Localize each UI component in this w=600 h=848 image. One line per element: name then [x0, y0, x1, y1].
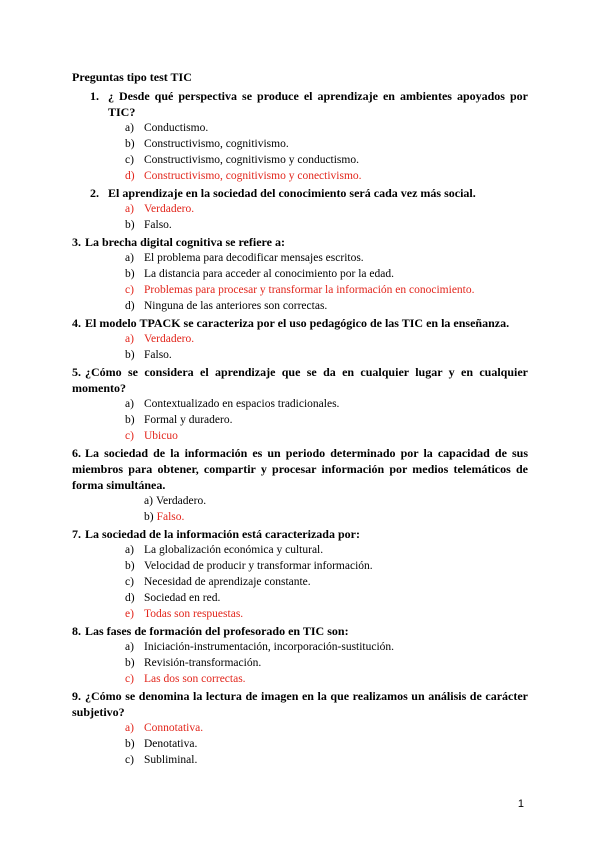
option-letter: a): [125, 122, 134, 134]
option-letter: c): [125, 284, 134, 296]
option-text: Problemas para procesar y transformar la información en conocimiento.: [144, 284, 475, 296]
option-text: Falso.: [144, 349, 172, 361]
correct-option-text: Falso.: [156, 511, 185, 523]
options-list: [72, 720, 528, 768]
options-list: [72, 331, 528, 363]
question-number: 4.: [72, 316, 81, 330]
question-8: [72, 623, 528, 639]
option-text: Iniciación-instrumentación, incorporación-sustitución.: [144, 641, 395, 653]
option-item: [72, 347, 528, 363]
option-letter: b): [125, 657, 135, 669]
option-letter: a): [125, 544, 134, 556]
option-letter: a): [125, 722, 134, 734]
question-4: [72, 315, 528, 331]
correct-option: [72, 606, 528, 622]
document-title: Preguntas tipo test TIC: [72, 70, 192, 84]
option-letter: c): [125, 673, 134, 685]
option-item: [72, 736, 528, 752]
option-item: [72, 752, 528, 768]
option-item: [72, 136, 528, 152]
option-item: [72, 493, 528, 509]
option-letter: c): [125, 430, 134, 442]
option-letter: c): [125, 154, 134, 166]
option-text: Denotativa.: [144, 738, 198, 750]
option-letter: a): [144, 495, 153, 507]
option-letter: a): [125, 203, 134, 215]
question-number: 6.: [72, 446, 81, 460]
correct-option: [72, 201, 528, 217]
question-number: 9.: [72, 689, 81, 703]
option-text: Necesidad de aprendizaje constante.: [144, 576, 311, 588]
option-letter: b): [125, 268, 135, 280]
options-list: [72, 493, 528, 525]
option-text: Velocidad de producir y transformar información.: [144, 560, 373, 572]
correct-option: [72, 282, 528, 298]
options-list: [72, 120, 528, 184]
question-text: ¿Cómo se denomina la lectura de imagen en la que realizamos un análisis de carácter subjetivo?: [72, 689, 528, 719]
question-text: ¿ Desde qué perspectiva se produce el aprendizaje en ambientes apoyados por TIC?: [108, 89, 528, 119]
option-item: [72, 509, 528, 525]
option-letter: a): [125, 252, 134, 264]
option-letter: b): [125, 138, 135, 150]
option-text: Revisión-transformación.: [144, 657, 262, 669]
option-item: [72, 152, 528, 168]
option-item: [72, 217, 528, 233]
option-text: Ninguna de las anteriores son correctas.: [144, 300, 328, 312]
question-text: La sociedad de la información es un periodo determinado por la capacidad de sus miembros para obtener, compartir y procesar información por medios telemáticos de forma simultánea.: [72, 446, 528, 492]
options-list: [72, 201, 528, 233]
options-list: [72, 542, 528, 622]
option-letter: a): [125, 398, 134, 410]
option-item: [72, 396, 528, 412]
page-number: 1: [517, 798, 524, 810]
correct-option: [72, 428, 528, 444]
question-number: 7.: [72, 527, 81, 541]
question-text: El aprendizaje en la sociedad del conocimiento será cada vez más social.: [108, 186, 476, 200]
option-letter: e): [125, 608, 134, 620]
option-letter: c): [125, 576, 134, 588]
option-letter: b): [125, 738, 135, 750]
options-list: [72, 396, 528, 444]
option-text: Ubicuo: [144, 430, 178, 442]
option-item: [72, 266, 528, 282]
correct-option: [72, 720, 528, 736]
option-text: El problema para decodificar mensajes escritos.: [144, 252, 364, 264]
option-letter: b): [144, 511, 154, 523]
option-item: [72, 639, 528, 655]
option-item: [72, 558, 528, 574]
option-text: Contextualizado en espacios tradicionales.: [144, 398, 340, 410]
question-text: La sociedad de la información está caracterizada por:: [85, 527, 360, 541]
option-letter: d): [125, 592, 135, 604]
option-text: La distancia para acceder al conocimiento por la edad.: [144, 268, 394, 280]
correct-option: [72, 671, 528, 687]
option-text: Verdadero.: [144, 333, 195, 345]
option-item: [72, 250, 528, 266]
question-3: [72, 234, 528, 250]
option-letter: b): [125, 219, 135, 231]
option-item: [72, 542, 528, 558]
question-number: 5.: [72, 365, 81, 379]
option-text: Constructivismo, cognitivismo.: [144, 138, 289, 150]
option-text: Connotativa.: [144, 722, 204, 734]
question-5: [72, 364, 528, 396]
document-body: [72, 70, 528, 768]
question-9: [72, 688, 528, 720]
option-text: La globalización económica y cultural.: [144, 544, 324, 556]
option-item: [72, 590, 528, 606]
options-list: [72, 250, 528, 314]
option-letter: b): [125, 560, 135, 572]
question-number: 8.: [72, 624, 81, 638]
option-text: Constructivismo, cognitivismo y conductismo.: [144, 154, 359, 166]
option-text: Falso.: [144, 219, 172, 231]
question-2: [72, 185, 528, 201]
options-list: [72, 639, 528, 687]
question-text: ¿Cómo se considera el aprendizaje que se da en cualquier lugar y en cualquier momento?: [72, 365, 528, 395]
option-letter: b): [125, 349, 135, 361]
option-item: [72, 655, 528, 671]
option-letter: d): [125, 300, 135, 312]
question-text: La brecha digital cognitiva se refiere a:: [85, 235, 285, 249]
question-number: 2.: [90, 186, 99, 200]
option-text: Subliminal.: [144, 754, 198, 766]
option-text: Formal y duradero.: [144, 414, 233, 426]
option-item: [72, 298, 528, 314]
option-text: Verdadero.: [144, 203, 195, 215]
option-item: [72, 574, 528, 590]
question-text: Las fases de formación del profesorado en TIC son:: [85, 624, 349, 638]
option-letter: b): [125, 414, 135, 426]
option-text: Sociedad en red.: [144, 592, 221, 604]
correct-option: [72, 168, 528, 184]
correct-option: [72, 331, 528, 347]
question-number: 1.: [90, 89, 99, 103]
question-number: 3.: [72, 235, 81, 249]
question-7: [72, 526, 528, 542]
option-letter: d): [125, 170, 135, 182]
question-text: El modelo TPACK se caracteriza por el uso pedagógico de las TIC en la enseñanza.: [85, 316, 510, 330]
option-item: [72, 412, 528, 428]
option-text: Las dos son correctas.: [144, 673, 246, 685]
question-6: [72, 445, 528, 493]
option-item: [72, 120, 528, 136]
option-text: Constructivismo, cognitivismo y conectivismo.: [144, 170, 362, 182]
option-letter: c): [125, 754, 134, 766]
option-text: Conductismo.: [144, 122, 209, 134]
option-letter: a): [125, 333, 134, 345]
option-letter: a): [125, 641, 134, 653]
option-text: Verdadero.: [155, 495, 207, 507]
question-1: [72, 88, 528, 120]
option-text: Todas son respuestas.: [144, 608, 244, 620]
